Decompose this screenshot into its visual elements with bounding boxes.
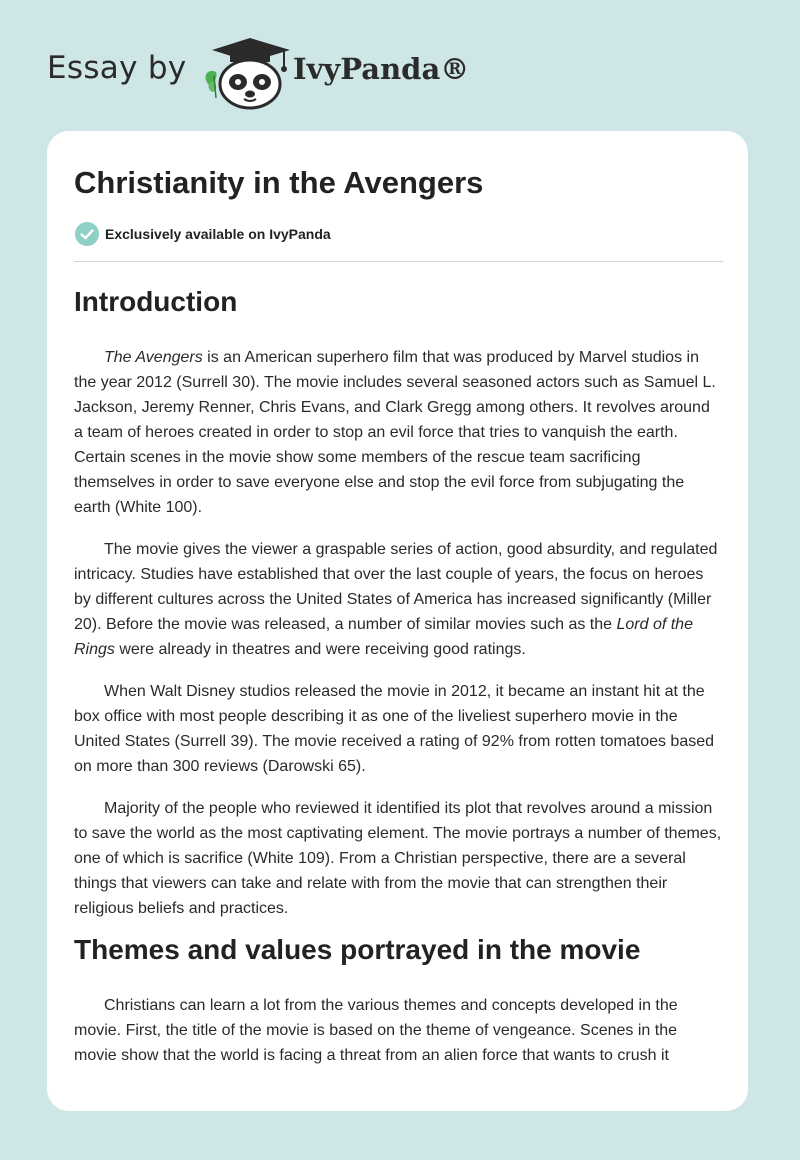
film-title-italic: Lord of the Rings [74, 616, 693, 658]
exclusive-badge [74, 221, 331, 247]
check-badge-icon [74, 221, 100, 247]
site-header [0, 0, 800, 130]
badge-text: Exclusively available on IvyPanda [105, 226, 331, 242]
section-themes [74, 934, 723, 1068]
paragraph-text: The movie gives the viewer a graspable series of action, good absurdity, and regulated intricacy. Studies have established that over the last couple of years, the focus on heroes by different cultures across the United States of America has increased significantly (Miller 20). Before the movie was released, a number of similar movies such as the [74, 541, 718, 633]
brand-name[interactable]: IvyPanda® [293, 52, 470, 86]
paragraph: When Walt Disney studios released the movie in 2012, it became an instant hit at the box office with most people describing it as one of the liveliest superhero movie in the United States (Surrell 39). The movie received a rating of 92% from rotten tomatoes based on more than 300 reviews (Darowski 65). [74, 683, 715, 775]
film-title-italic: The Avengers [104, 349, 203, 366]
paragraph [74, 537, 723, 662]
section-introduction [74, 286, 723, 921]
panda-logo-icon[interactable] [200, 36, 296, 110]
section-heading: Introduction [74, 286, 238, 317]
paragraph-text: were already in theatres and were receiving good ratings. [114, 641, 526, 658]
paragraph: Majority of the people who reviewed it identified its plot that revolves around a mission to save the world as the most captivating element. The movie portrays a number of themes, one of which is sacrifice (White 109). From a Christian perspective, there are a several things that viewers can take and relate with from the movie that can strengthen their religious beliefs and practices. [74, 800, 722, 917]
paragraph [74, 345, 723, 520]
section-heading: Themes and values portrayed in the movie [74, 934, 641, 965]
essay-card [47, 131, 748, 1111]
paragraph: Christians can learn a lot from the various themes and concepts developed in the movie. First, the title of the movie is based on the theme of vengeance. Scenes in the movie show that the world is facing a threat from an alien force that wants to crush it [74, 997, 678, 1064]
paragraph-text: is an American superhero film that was produced by Marvel studios in the year 2012 (Surrell 30). The movie includes several seasoned actors such as Samuel L. Jackson, Jeremy Renner, Chris Evans, and Clark Gregg among others. It revolves around a team of heroes created in order to stop an evil force that tries to vanquish the earth. Certain scenes in the movie show some members of the rescue team sacrificing themselves in order to save everyone else and stop the evil force from subjugating the earth (White 100). [74, 349, 716, 516]
essay-title: Christianity in the Avengers [74, 165, 484, 200]
title-divider [74, 261, 723, 262]
brand-prefix: Essay by [47, 50, 187, 86]
